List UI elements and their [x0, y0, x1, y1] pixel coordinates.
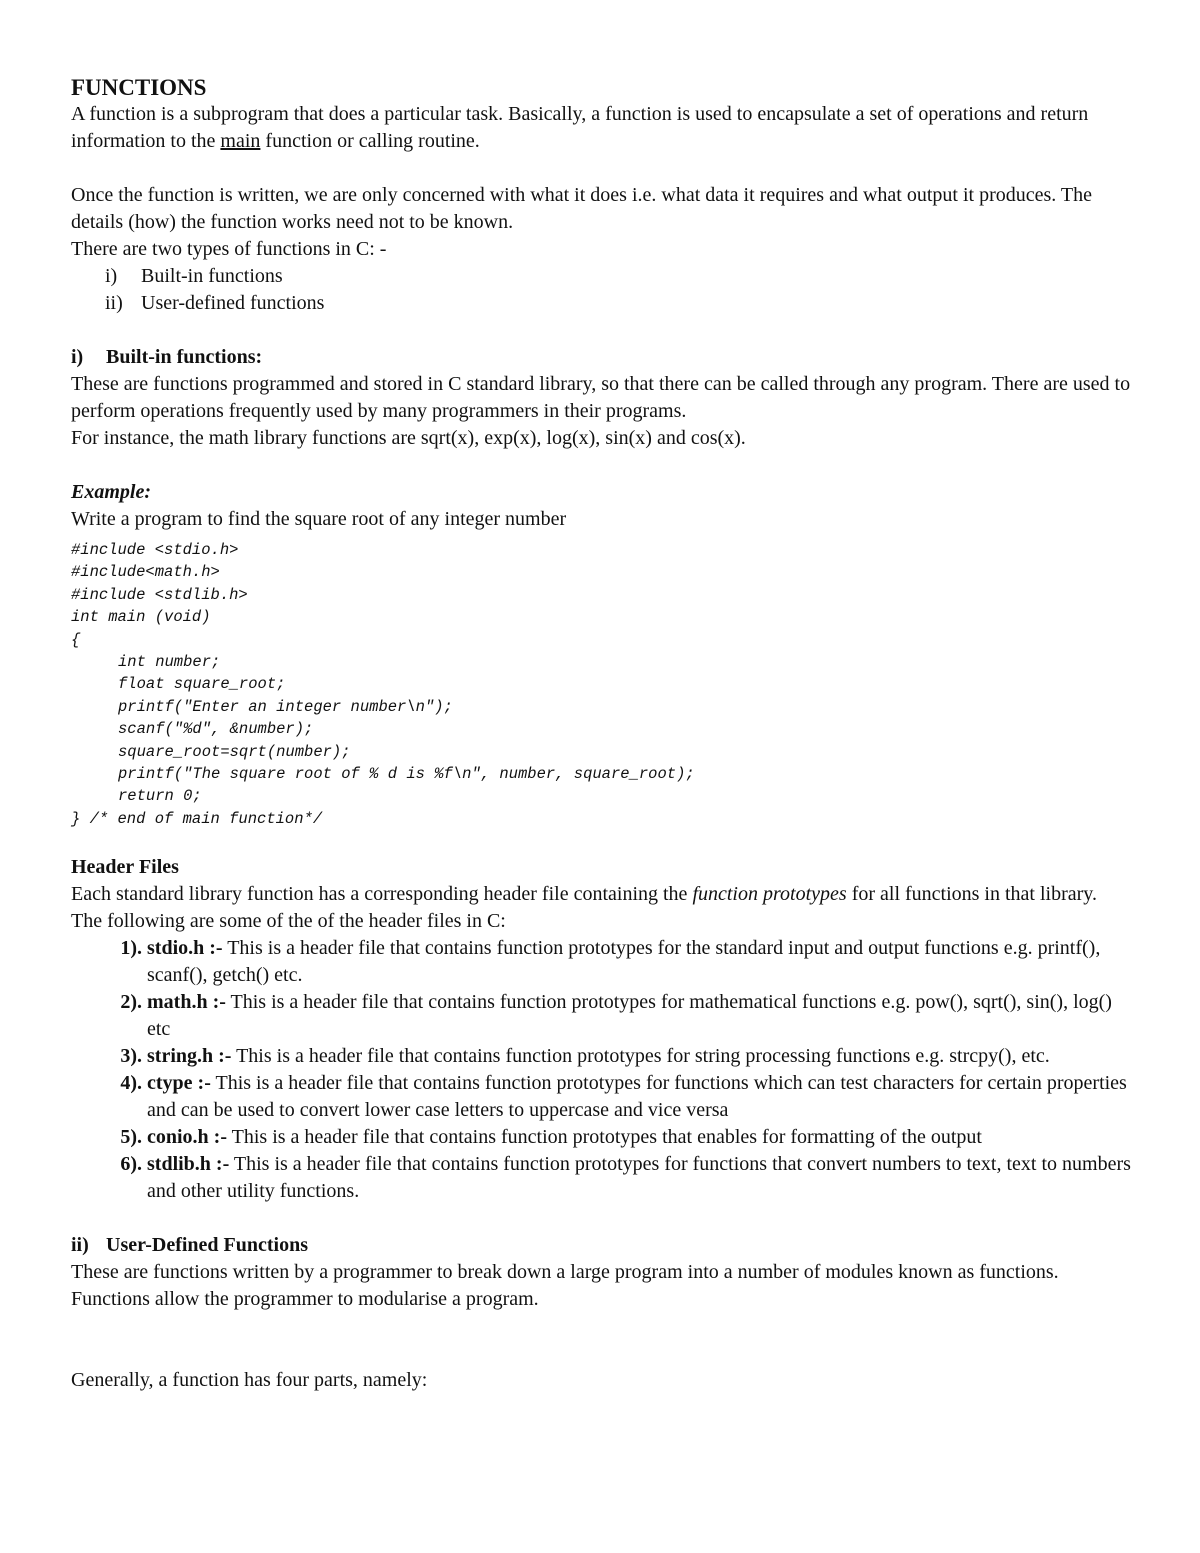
list-item: 1). stdio.h :- This is a header file that contains function prototypes for the standard input and output functions e.g. printf(), scanf(), getch() etc.	[120, 937, 1101, 987]
code-line: square_root=sqrt(number);	[118, 742, 351, 761]
code-line: int main (void)	[71, 608, 211, 627]
code-line: #include<math.h>	[71, 563, 220, 582]
list-item: 4). ctype :- This is a header file that contains function prototypes for functions which can test characters for certain properties and can be used to convert lower case letters to uppercase and vice versa	[120, 1072, 1127, 1122]
user-defined-heading: ii) User-Defined Functions	[71, 1234, 309, 1257]
code-line: return 0;	[118, 787, 202, 806]
example-label: Example:	[71, 481, 151, 503]
list-item: 2). math.h :- This is a header file that contains function prototypes for mathematical functions e.g. pow(), sqrt(), sin(), log() etc	[120, 991, 1112, 1041]
document-page	[71, 74, 1131, 1394]
code-line: #include <stdio.h>	[71, 541, 239, 559]
list-item: 3). string.h :- This is a header file that contains function prototypes for string processing functions e.g. strcpy(), etc.	[120, 1045, 1050, 1068]
code-block	[71, 539, 1131, 830]
main-underlined: main	[220, 130, 261, 152]
list-item: ii) User-defined functions	[105, 292, 325, 314]
intro-paragraph-2: Once the function is written, we are only concerned with what it does i.e. what data it requires and what output it produces. The details (how) the function works need not to be known.	[71, 184, 1092, 233]
code-line: scanf("%d", &number);	[118, 720, 314, 739]
code-line: #include <stdlib.h>	[71, 585, 248, 604]
page-title: FUNCTIONS	[71, 75, 207, 100]
builtin-paragraph-2: For instance, the math library functions are sqrt(x), exp(x), log(x), sin(x) and cos(x).	[71, 427, 746, 449]
closing-paragraph: Generally, a function has four parts, namely:	[71, 1369, 428, 1392]
header-files-intro: Each standard library function has a corresponding header file containing the function prototypes for all functions in that library. The following are some of the of the header files in C:	[71, 883, 1097, 933]
header-files-list	[71, 935, 1131, 1205]
user-defined-paragraph: These are functions written by a programmer to break down a large program into a number of modules known as functions. Functions allow the programmer to modularise a program.	[71, 1261, 1059, 1311]
code-line: float square_root;	[118, 675, 286, 694]
header-files-heading: Header Files	[71, 856, 179, 879]
intro-paragraph-3: There are two types of functions in C: -	[71, 238, 387, 260]
code-line: int number;	[118, 653, 221, 672]
list-item: 6). stdlib.h :- This is a header file that contains function prototypes for functions that convert numbers to text, text to numbers and other utility functions.	[120, 1153, 1131, 1203]
code-line: printf("Enter an integer number\n");	[118, 697, 453, 716]
code-line: {	[71, 630, 81, 649]
code-line: printf("The square root of % d is %f\n", number, square_root);	[118, 765, 695, 784]
code-line: } /* end of main function*/	[71, 809, 323, 828]
builtin-heading: i) Built-in functions:	[71, 346, 263, 368]
list-item: i) Built-in functions	[105, 265, 283, 287]
example-text: Write a program to find the square root of any integer number	[71, 508, 567, 530]
list-item: 5). conio.h :- This is a header file that contains function prototypes that enables for formatting of the output	[120, 1126, 982, 1149]
function-types-list	[71, 263, 1131, 317]
builtin-paragraph-1: These are functions programmed and stored in C standard library, so that there can be called through any program. There are used to perform operations frequently used by many programmers in their programs.	[71, 373, 1131, 422]
intro-paragraph-1: A function is a subprogram that does a particular task. Basically, a function is used to encapsulate a set of operations and return information to the main function or calling routine.	[71, 103, 1089, 152]
